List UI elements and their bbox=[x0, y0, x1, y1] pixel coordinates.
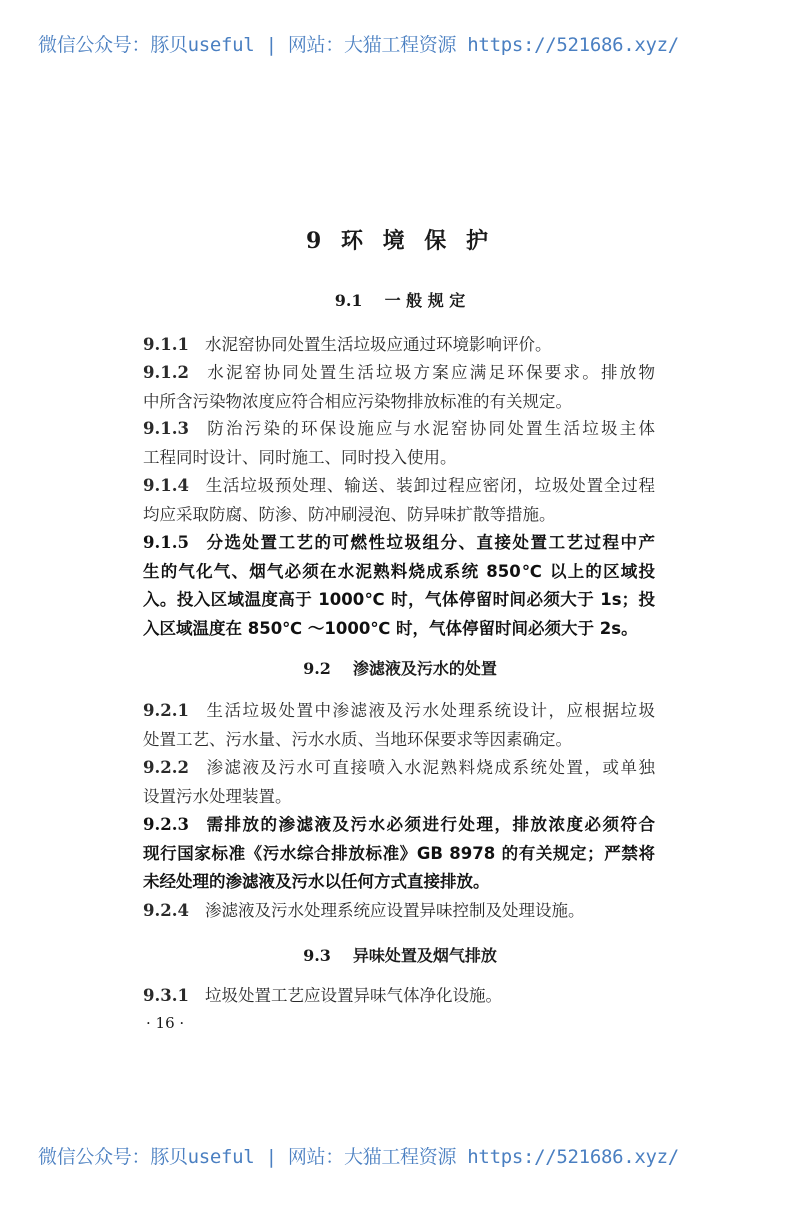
clause-text: 入区域温度在 850℃ ～1000℃ 时，气体停留时间必须大于 2s。 bbox=[143, 618, 638, 638]
clause-line bbox=[143, 472, 655, 501]
section-title: 渗滤液及污水的处置 bbox=[352, 659, 497, 678]
clause-line bbox=[143, 558, 655, 587]
section-title: 一 般 规 定 bbox=[384, 291, 466, 310]
clause-line bbox=[143, 331, 655, 360]
chapter-title: 9 环 境 保 护 bbox=[306, 228, 494, 254]
clause bbox=[143, 897, 655, 926]
clause bbox=[143, 331, 655, 360]
section-title: 异味处置及烟气排放 bbox=[352, 946, 497, 965]
page-number: · 16 · bbox=[146, 1014, 185, 1032]
clause-line bbox=[143, 783, 655, 812]
clause-line bbox=[143, 415, 655, 444]
clause bbox=[143, 415, 655, 472]
clause-text: 现行国家标准《污水综合排放标准》GB 8978 的有关规定；严禁将 bbox=[143, 843, 655, 863]
clause-number: 9.1.2 bbox=[143, 363, 189, 382]
clause-number: 9.2.3 bbox=[143, 815, 189, 834]
clause-line bbox=[143, 697, 655, 726]
clause-line bbox=[143, 586, 655, 615]
clause-text: 渗滤液及污水可直接喷入水泥熟料烧成系统处置，或单独 bbox=[204, 758, 655, 777]
clause-text: 中所含污染物浓度应符合相应污染物排放标准的有关规定。 bbox=[143, 391, 572, 411]
clause-text: 水泥窑协同处置生活垃圾方案应满足环保要求。排放物 bbox=[204, 363, 655, 382]
clause-line bbox=[143, 868, 655, 897]
clause-line bbox=[143, 897, 655, 926]
clause-line bbox=[143, 726, 655, 755]
clause-text: 水泥窑协同处置生活垃圾应通过环境影响评价。 bbox=[204, 335, 552, 354]
clause-text: 分选处置工艺的可燃性垃圾组分、直接处置工艺过程中产 bbox=[204, 533, 655, 552]
clause-text: 需排放的渗滤液及污水必须进行处理，排放浓度必须符合 bbox=[204, 815, 655, 834]
clause bbox=[143, 697, 655, 754]
clause-text: 生活垃圾预处理、输送、装卸过程应密闭，垃圾处置全过程 bbox=[204, 476, 655, 495]
clause-text: 未经处理的渗滤液及污水以任何方式直接排放。 bbox=[143, 872, 490, 892]
clause-line bbox=[143, 840, 655, 869]
section-heading bbox=[0, 943, 800, 966]
clause-text: 生的气化气、烟气必须在水泥熟料烧成系统 850℃ 以上的区域投 bbox=[143, 561, 655, 581]
clause-line bbox=[143, 388, 655, 417]
clause-number: 9.1.4 bbox=[143, 476, 189, 495]
clause-line bbox=[143, 359, 655, 388]
clause-text: 设置污水处理装置。 bbox=[143, 786, 292, 806]
section-number: 9.1 bbox=[334, 291, 363, 310]
clause-text: 处置工艺、污水量、污水水质、当地环保要求等因素确定。 bbox=[143, 729, 572, 749]
clause-number: 9.1.3 bbox=[143, 419, 189, 438]
section-heading bbox=[0, 288, 800, 311]
clause-number: 9.1.1 bbox=[143, 335, 189, 354]
clause bbox=[143, 982, 655, 1011]
clause-text: 工程同时设计、同时施工、同时投入使用。 bbox=[143, 447, 457, 467]
clause-text: 生活垃圾处置中渗滤液及污水处理系统设计，应根据垃圾 bbox=[204, 701, 655, 720]
clause-line bbox=[143, 982, 655, 1011]
clause-number: 9.2.2 bbox=[143, 758, 189, 777]
clause-text: 均应采取防腐、防渗、防冲刷浸泡、防异味扩散等措施。 bbox=[143, 504, 556, 524]
clause-text: 渗滤液及污水处理系统应设置异味控制及处理设施。 bbox=[204, 901, 585, 920]
clause-line bbox=[143, 615, 655, 644]
clause bbox=[143, 754, 655, 811]
clause-number: 9.2.4 bbox=[143, 901, 189, 920]
clause-line bbox=[143, 529, 655, 558]
clause bbox=[143, 811, 655, 897]
clause-number: 9.1.5 bbox=[143, 533, 189, 552]
clause-text: 入。投入区域温度高于 1000℃ 时，气体停留时间必须大于 1s；投 bbox=[143, 590, 655, 610]
clause-line bbox=[143, 444, 655, 473]
section-number: 9.3 bbox=[303, 946, 331, 965]
clause bbox=[143, 472, 655, 529]
clause-text: 防治污染的环保设施应与水泥窑协同处置生活垃圾主体 bbox=[204, 419, 655, 438]
clause-number: 9.2.1 bbox=[143, 701, 189, 720]
clause bbox=[143, 529, 655, 643]
section-heading bbox=[0, 656, 800, 679]
clause-number: 9.3.1 bbox=[143, 986, 189, 1005]
clause-line bbox=[143, 811, 655, 840]
watermark-top: 微信公众号：豚贝useful | 网站：大猫工程资源 https://521686.xyz/ bbox=[38, 34, 679, 56]
clause-text: 垃圾处置工艺应设置异味气体净化设施。 bbox=[204, 986, 502, 1005]
section-number: 9.2 bbox=[303, 659, 331, 678]
watermark-bottom: 微信公众号：豚贝useful | 网站：大猫工程资源 https://521686.xyz/ bbox=[38, 1146, 679, 1168]
clause bbox=[143, 359, 655, 416]
clause-line bbox=[143, 501, 655, 530]
clause-line bbox=[143, 754, 655, 783]
